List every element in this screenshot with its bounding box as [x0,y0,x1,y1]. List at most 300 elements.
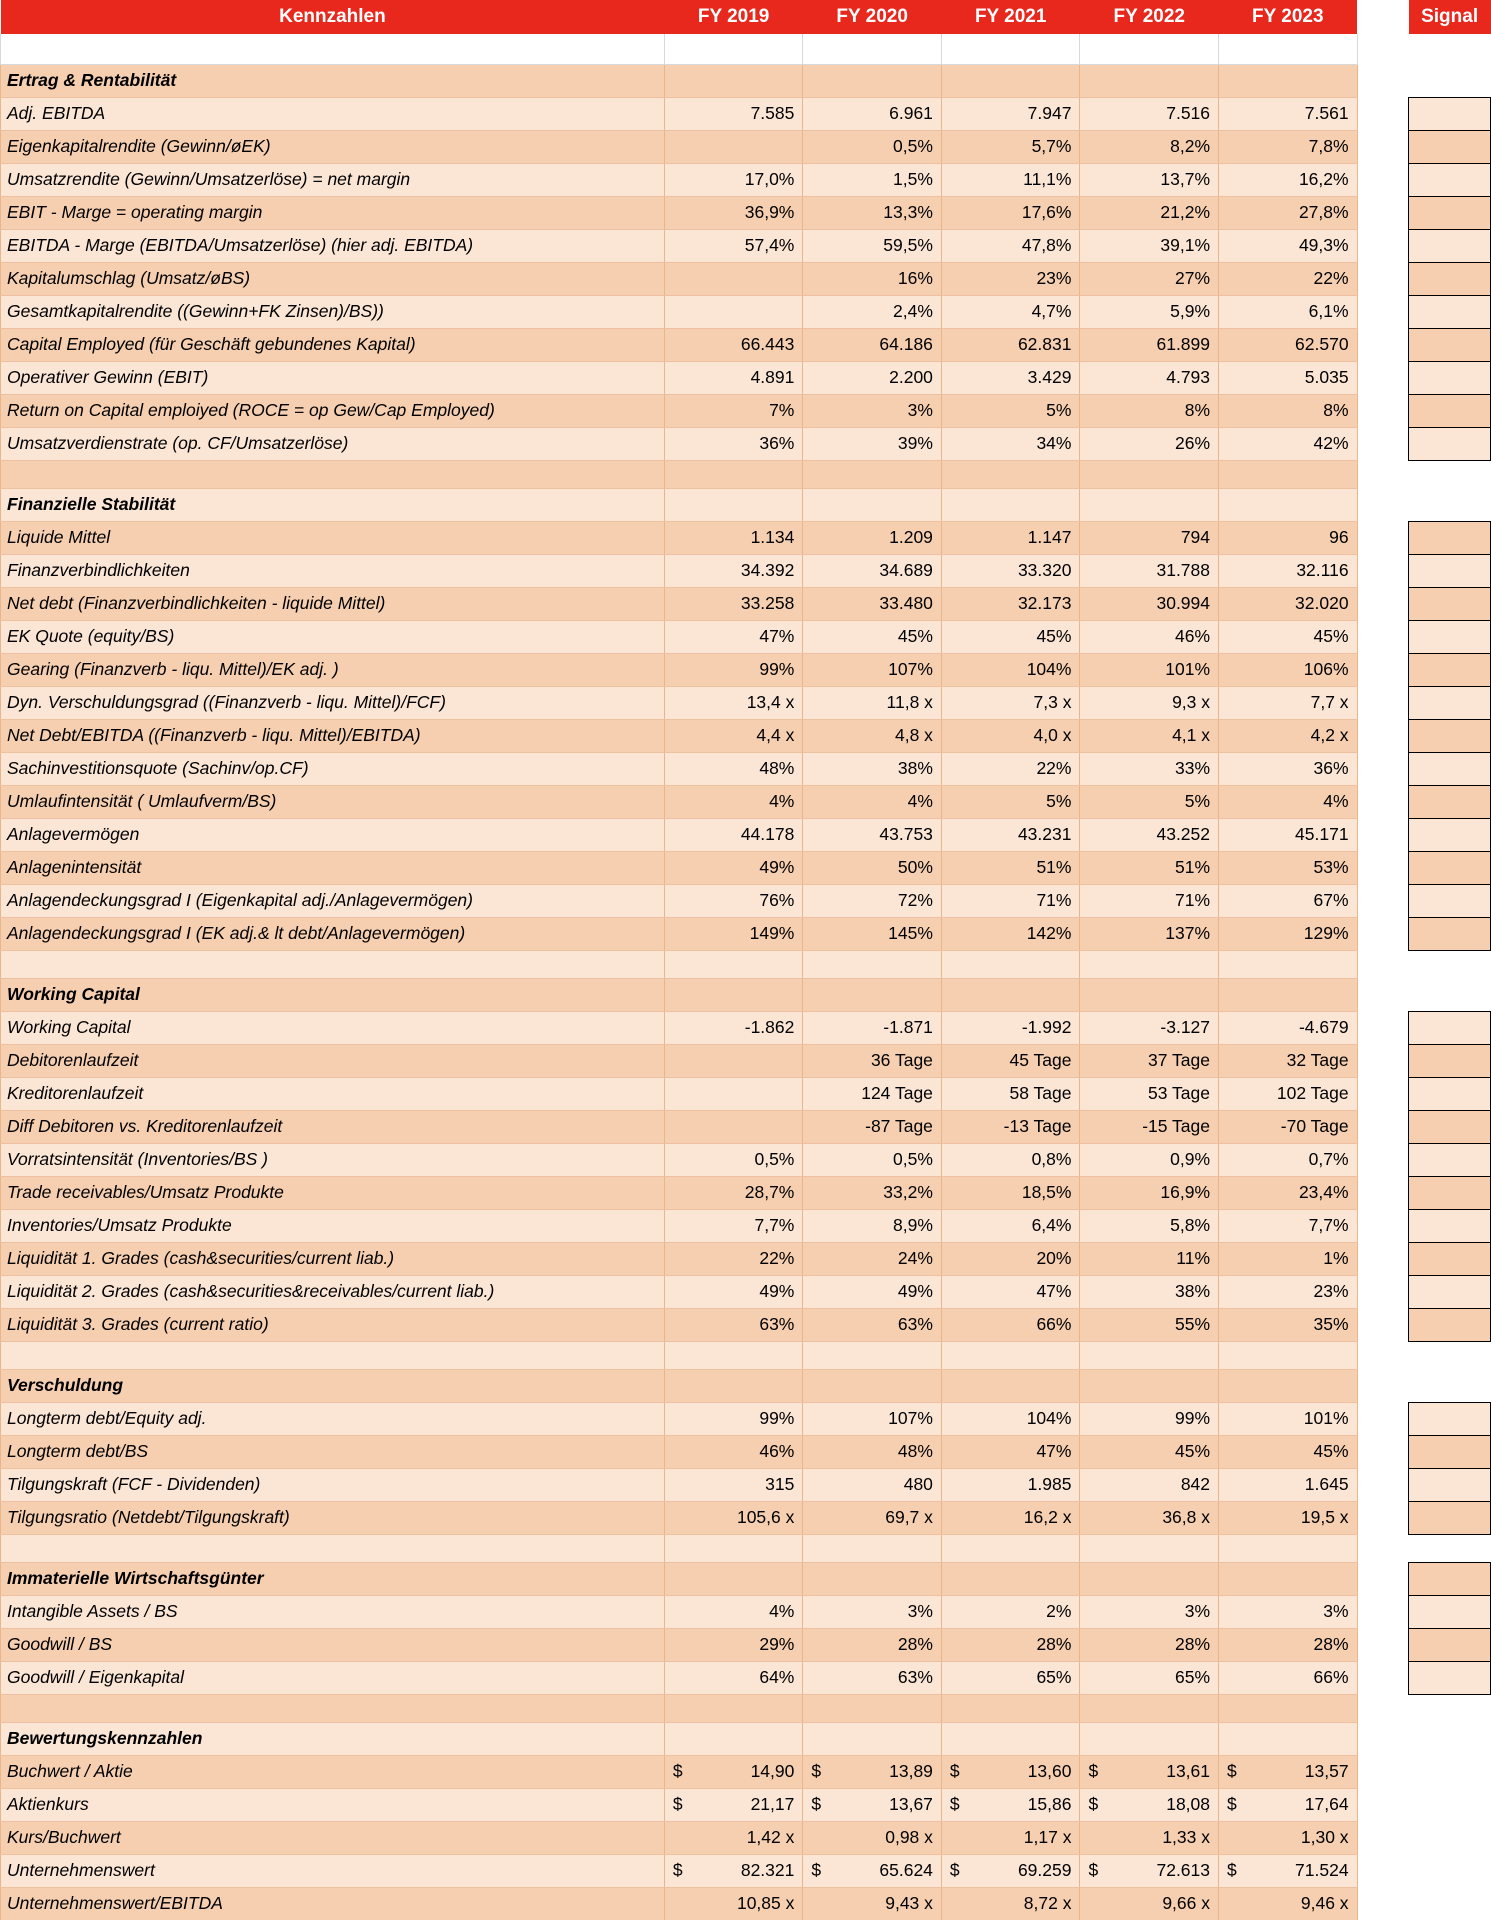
cell-fy-2021: 5% [941,394,1080,427]
cell-fy-2019: -1.862 [664,1011,803,1044]
cell-fy-2023: -70 Tage [1219,1110,1358,1143]
cell-fy-2019: 63% [664,1308,803,1341]
gap-cell [1357,1242,1409,1275]
currency-symbol: $ [811,1761,822,1781]
cell-fy-2020: 11,8 x [803,686,942,719]
cell-fy-2022: 55% [1080,1308,1219,1341]
cell-fy-2020: 48% [803,1435,942,1468]
spacer-row [1,1694,1491,1722]
cell-fy-2023: 4,2 x [1219,719,1358,752]
cell-fy-2023 [1219,1722,1358,1755]
signal-cell-white [1409,587,1491,620]
table-row [1,394,1491,427]
cell-value: 17,64 [1304,1794,1349,1814]
cell-fy-2022: 45% [1080,1435,1219,1468]
cell-fy-2019: 4,4 x [664,719,803,752]
gap-cell [1357,1501,1409,1534]
section-label: Verschuldung [1,1369,665,1402]
cell-value: 71.524 [1295,1860,1349,1880]
cell-fy-2023 [1219,978,1358,1011]
row-label: Buchwert / Aktie [1,1755,665,1788]
cell-fy-2020: 1.209 [803,521,942,554]
cell-fy-2020: 3% [803,394,942,427]
cell-fy-2023: 7,8% [1219,130,1358,163]
cell-fy-2023: 7.561 [1219,97,1358,130]
cell-fy-2019: 36,9% [664,196,803,229]
table-row [1,1788,1491,1821]
cell-fy-2019: 46% [664,1435,803,1468]
signal-cell-none [1409,1722,1491,1755]
row-label: Diff Debitoren vs. Kreditorenlaufzeit [1,1110,665,1143]
cell-fy-2021: 3.429 [941,361,1080,394]
gap-cell [1357,229,1409,262]
cell-fy-2021 [941,1722,1080,1755]
cell-fy-2019 [664,1854,803,1887]
header-gap [1357,0,1409,34]
cell-fy-2020 [803,1854,942,1887]
cell-value: 72.613 [1156,1860,1211,1880]
table-row [1,719,1491,752]
cell-fy-2021 [941,64,1080,97]
signal-cell-none [1409,1788,1491,1821]
table-row [1,1275,1491,1308]
cell-fy-2021: 1.147 [941,521,1080,554]
cell-fy-2022: 16,9% [1080,1176,1219,1209]
cell-fy-2023: 22% [1219,262,1358,295]
gap-cell [1357,1275,1409,1308]
cell-fy-2022: 5,8% [1080,1209,1219,1242]
cell-fy-2023: 28% [1219,1628,1358,1661]
cell-fy-2022: 46% [1080,620,1219,653]
header-kennzahlen: Kennzahlen [1,0,665,34]
cell-fy-2023: 102 Tage [1219,1077,1358,1110]
gap-cell [1357,1534,1409,1562]
table-row [1,1110,1491,1143]
row-label: Debitorenlaufzeit [1,1044,665,1077]
cell-value: 65.624 [879,1860,933,1880]
row-label: Vorratsintensität (Inventories/BS ) [1,1143,665,1176]
cell-fy-2022: 36,8 x [1080,1501,1219,1534]
currency-symbol: $ [949,1860,960,1880]
cell-fy-2021: 71% [941,884,1080,917]
gap-cell [1357,1176,1409,1209]
table-row [1,1595,1491,1628]
cell-fy-2019 [664,488,803,521]
currency-symbol: $ [672,1761,683,1781]
spacer-row [1,950,1491,978]
gap-cell [1357,262,1409,295]
cell-fy-2020 [803,64,942,97]
table-row [1,1011,1491,1044]
cell-fy-2023: -4.679 [1219,1011,1358,1044]
cell-fy-2021: 2% [941,1595,1080,1628]
cell-fy-2022: 842 [1080,1468,1219,1501]
cell-fy-2022: 43.252 [1080,818,1219,851]
row-label: Finanzverbindlichkeiten [1,554,665,587]
cell-fy-2021: 47,8% [941,229,1080,262]
cell-fy-2023: 23% [1219,1275,1358,1308]
cell-fy-2022: 4,1 x [1080,719,1219,752]
signal-cell-green [1409,1077,1491,1110]
cell-fy-2021: 7.947 [941,97,1080,130]
signal-cell-green [1409,752,1491,785]
blank-cell [1080,34,1219,64]
cell-fy-2020 [803,1562,942,1595]
gap-cell [1357,686,1409,719]
cell-fy-2023: 3% [1219,1595,1358,1628]
cell-fy-2020: 0,98 x [803,1821,942,1854]
cell-fy-2021: 22% [941,752,1080,785]
cell-fy-2021: -1.992 [941,1011,1080,1044]
row-label: Umsatzrendite (Gewinn/Umsatzerlöse) = net margin [1,163,665,196]
signal-cell-white [1409,521,1491,554]
cell-fy-2019: 33.258 [664,587,803,620]
gap-cell [1357,554,1409,587]
cell-fy-2021: 43.231 [941,818,1080,851]
cell-fy-2022: 31.788 [1080,554,1219,587]
cell-fy-2021: 4,0 x [941,719,1080,752]
cell-fy-2019: 7,7% [664,1209,803,1242]
cell-fy-2020: 3% [803,1595,942,1628]
table-row [1,1242,1491,1275]
cell-fy-2021 [941,1534,1080,1562]
table-header [1,0,1491,34]
row-label: Longterm debt/BS [1,1435,665,1468]
cell-fy-2022 [1080,978,1219,1011]
table-row [1,554,1491,587]
gap-cell [1357,1402,1409,1435]
cell-fy-2019: 29% [664,1628,803,1661]
cell-fy-2019: 4.891 [664,361,803,394]
cell-fy-2019 [664,1110,803,1143]
table-row [1,1661,1491,1694]
signal-cell-none [1409,1821,1491,1854]
gap-cell [1357,917,1409,950]
cell-fy-2023: 32.116 [1219,554,1358,587]
signal-cell-white [1409,884,1491,917]
cell-fy-2022: 11% [1080,1242,1219,1275]
row-label: Unternehmenswert/EBITDA [1,1887,665,1920]
cell-fy-2020: 16% [803,262,942,295]
signal-cell-none [1409,1854,1491,1887]
cell-fy-2020 [803,1534,942,1562]
table-row [1,686,1491,719]
cell-fy-2020: 107% [803,653,942,686]
signal-cell-yellow [1409,1275,1491,1308]
cell-fy-2020 [803,460,942,488]
signal-cell-white [1409,229,1491,262]
cell-fy-2023: 8% [1219,394,1358,427]
cell-fy-2020: 50% [803,851,942,884]
cell-fy-2021: 5% [941,785,1080,818]
cell-fy-2022: 53 Tage [1080,1077,1219,1110]
gap-cell [1357,427,1409,460]
cell-fy-2022 [1080,1788,1219,1821]
section-label: Immaterielle Wirtschaftsgünter [1,1562,665,1595]
gap-cell [1357,1694,1409,1722]
cell-fy-2020: 49% [803,1275,942,1308]
cell-value: 15,86 [1027,1794,1072,1814]
row-label: Unternehmenswert [1,1854,665,1887]
cell-fy-2021: 65% [941,1661,1080,1694]
cell-fy-2021: 8,72 x [941,1887,1080,1920]
currency-symbol: $ [1227,1860,1237,1880]
cell-fy-2019: 47% [664,620,803,653]
cell-fy-2021: 5,7% [941,130,1080,163]
cell-fy-2023 [1219,1854,1358,1887]
table-row [1,1501,1491,1534]
table-row [1,587,1491,620]
currency-symbol: $ [1088,1794,1099,1814]
row-label: EK Quote (equity/BS) [1,620,665,653]
cell-fy-2020 [803,1755,942,1788]
signal-cell-yellow [1409,1402,1491,1435]
gap-cell [1357,1468,1409,1501]
row-label: Gesamtkapitalrendite ((Gewinn+FK Zinsen)/BS)) [1,295,665,328]
cell-fy-2019: 0,5% [664,1143,803,1176]
cell-fy-2023 [1219,950,1358,978]
cell-fy-2023: 49,3% [1219,229,1358,262]
signal-cell-yellow [1409,295,1491,328]
row-label [1,1694,665,1722]
cell-fy-2021: 66% [941,1308,1080,1341]
cell-fy-2019: 44.178 [664,818,803,851]
cell-fy-2020: 63% [803,1661,942,1694]
cell-fy-2023: 23,4% [1219,1176,1358,1209]
cell-fy-2021: 18,5% [941,1176,1080,1209]
cell-fy-2023: 62.570 [1219,328,1358,361]
section-header-row [1,1562,1491,1595]
cell-fy-2023: 1.645 [1219,1468,1358,1501]
cell-fy-2020: 39% [803,427,942,460]
gap-cell [1357,1755,1409,1788]
cell-fy-2020: 9,43 x [803,1887,942,1920]
table-row [1,851,1491,884]
gap-cell [1357,851,1409,884]
cell-fy-2020: -1.871 [803,1011,942,1044]
cell-fy-2023: 32 Tage [1219,1044,1358,1077]
cell-fy-2019: 105,6 x [664,1501,803,1534]
signal-cell-white [1409,653,1491,686]
table-row [1,295,1491,328]
cell-fy-2022: 27% [1080,262,1219,295]
cell-fy-2019: 10,85 x [664,1887,803,1920]
cell-fy-2022 [1080,460,1219,488]
cell-fy-2021 [941,1788,1080,1821]
row-label: Gearing (Finanzverb - liqu. Mittel)/EK adj. ) [1,653,665,686]
cell-fy-2020 [803,1694,942,1722]
cell-fy-2020: 107% [803,1402,942,1435]
cell-value: 21,17 [750,1794,795,1814]
cell-fy-2023: 96 [1219,521,1358,554]
cell-fy-2020: 24% [803,1242,942,1275]
cell-fy-2023 [1219,1534,1358,1562]
table-row [1,262,1491,295]
cell-fy-2019 [664,1694,803,1722]
cell-fy-2020: 38% [803,752,942,785]
gap-cell [1357,1788,1409,1821]
row-label: Kreditorenlaufzeit [1,1077,665,1110]
table-row [1,1402,1491,1435]
gap-cell [1357,752,1409,785]
signal-cell-green [1409,1143,1491,1176]
cell-fy-2020: 59,5% [803,229,942,262]
cell-fy-2020: 0,5% [803,1143,942,1176]
gap-cell [1357,1341,1409,1369]
cell-fy-2022: 8% [1080,394,1219,427]
cell-fy-2023: 45.171 [1219,818,1358,851]
row-label: Goodwill / Eigenkapital [1,1661,665,1694]
signal-cell-green [1409,620,1491,653]
cell-fy-2019 [664,1341,803,1369]
signal-cell-none [1409,1755,1491,1788]
row-label: Eigenkapitalrendite (Gewinn/øEK) [1,130,665,163]
signal-cell-white [1409,1435,1491,1468]
cell-fy-2022: 99% [1080,1402,1219,1435]
cell-fy-2019 [664,295,803,328]
gap-cell [1357,295,1409,328]
table-row [1,361,1491,394]
signal-cell-white [1409,686,1491,719]
row-label: Capital Employed (für Geschäft gebundenes Kapital) [1,328,665,361]
cell-fy-2021: 51% [941,851,1080,884]
table-row [1,1209,1491,1242]
row-label [1,1534,665,1562]
row-label: Liquidität 3. Grades (current ratio) [1,1308,665,1341]
cell-fy-2020 [803,1341,942,1369]
cell-fy-2019: 36% [664,427,803,460]
gap-cell [1357,1821,1409,1854]
cell-fy-2019 [664,130,803,163]
cell-fy-2022: 51% [1080,851,1219,884]
section-header-row [1,488,1491,521]
cell-fy-2019: 49% [664,851,803,884]
cell-fy-2019: 315 [664,1468,803,1501]
cell-fy-2019: 99% [664,653,803,686]
signal-cell-yellow [1409,394,1491,427]
cell-fy-2019 [664,1044,803,1077]
cell-fy-2019: 34.392 [664,554,803,587]
cell-fy-2019: 4% [664,1595,803,1628]
table-row [1,1176,1491,1209]
cell-fy-2022 [1080,1854,1219,1887]
cell-fy-2019 [664,1755,803,1788]
table-row [1,1435,1491,1468]
cell-value: 13,60 [1027,1761,1072,1781]
cell-fy-2022: 9,3 x [1080,686,1219,719]
table-row [1,785,1491,818]
cell-fy-2019 [664,1722,803,1755]
header-fy-2019: FY 2019 [664,0,803,34]
row-label: Tilgungsratio (Netdebt/Tilgungskraft) [1,1501,665,1534]
currency-symbol: $ [672,1860,683,1880]
cell-fy-2020 [803,978,942,1011]
cell-fy-2022: 0,9% [1080,1143,1219,1176]
cell-fy-2020: 2.200 [803,361,942,394]
cell-fy-2021 [941,1341,1080,1369]
signal-cell-green [1409,1044,1491,1077]
row-label: Return on Capital emploiyed (ROCE = op Gew/Cap Employed) [1,394,665,427]
row-label: Tilgungskraft (FCF - Dividenden) [1,1468,665,1501]
section-label: Bewertungskennzahlen [1,1722,665,1755]
table-row [1,917,1491,950]
gap-cell [1357,196,1409,229]
cell-fy-2022 [1080,64,1219,97]
gap-cell [1357,818,1409,851]
cell-fy-2020: 6.961 [803,97,942,130]
cell-fy-2020: 124 Tage [803,1077,942,1110]
header-fy-2020: FY 2020 [803,0,942,34]
table-row [1,1308,1491,1341]
cell-fy-2022 [1080,1694,1219,1722]
row-label: Longterm debt/Equity adj. [1,1402,665,1435]
row-label [1,950,665,978]
cell-fy-2022: 37 Tage [1080,1044,1219,1077]
cell-fy-2022: 30.994 [1080,587,1219,620]
signal-cell-none [1409,1534,1491,1562]
cell-fy-2023: 129% [1219,917,1358,950]
cell-fy-2022: 71% [1080,884,1219,917]
cell-fy-2023: 19,5 x [1219,1501,1358,1534]
cell-fy-2019: 1.134 [664,521,803,554]
section-header-row [1,978,1491,1011]
gap-cell [1357,328,1409,361]
cell-fy-2023 [1219,1755,1358,1788]
signal-cell-yellow [1409,1661,1491,1694]
header-fy-2023: FY 2023 [1219,0,1358,34]
cell-fy-2023 [1219,1369,1358,1402]
cell-fy-2020: 480 [803,1468,942,1501]
cell-fy-2020 [803,1369,942,1402]
cell-fy-2022 [1080,950,1219,978]
row-label: EBIT - Marge = operating margin [1,196,665,229]
cell-fy-2022: 137% [1080,917,1219,950]
row-label: Aktienkurs [1,1788,665,1821]
cell-fy-2021: 1,17 x [941,1821,1080,1854]
cell-fy-2020 [803,1788,942,1821]
table-row [1,229,1491,262]
row-label: Anlagevermögen [1,818,665,851]
cell-fy-2020: 4% [803,785,942,818]
row-label: Liquidität 1. Grades (cash&securities/current liab.) [1,1242,665,1275]
cell-fy-2021: 45 Tage [941,1044,1080,1077]
cell-fy-2021 [941,1755,1080,1788]
cell-fy-2019 [664,1077,803,1110]
gap-cell [1357,950,1409,978]
cell-fy-2022: 61.899 [1080,328,1219,361]
cell-fy-2023: 4% [1219,785,1358,818]
cell-fy-2019: 17,0% [664,163,803,196]
signal-cell-yellow [1409,1628,1491,1661]
cell-fy-2020: 43.753 [803,818,942,851]
currency-symbol: $ [1227,1794,1237,1814]
gap-cell [1357,1562,1409,1595]
cell-fy-2019: 13,4 x [664,686,803,719]
cell-fy-2022: 1,33 x [1080,1821,1219,1854]
table-row [1,653,1491,686]
cell-fy-2019: 7% [664,394,803,427]
cell-fy-2021: 47% [941,1275,1080,1308]
signal-cell-white [1409,1011,1491,1044]
cell-fy-2019 [664,1562,803,1595]
section-label: Working Capital [1,978,665,1011]
row-label: Dyn. Verschuldungsgrad ((Finanzverb - liqu. Mittel)/FCF) [1,686,665,719]
cell-fy-2021: 7,3 x [941,686,1080,719]
currency-symbol: $ [949,1794,960,1814]
cell-fy-2020: 45% [803,620,942,653]
table-row [1,130,1491,163]
table-row [1,1044,1491,1077]
